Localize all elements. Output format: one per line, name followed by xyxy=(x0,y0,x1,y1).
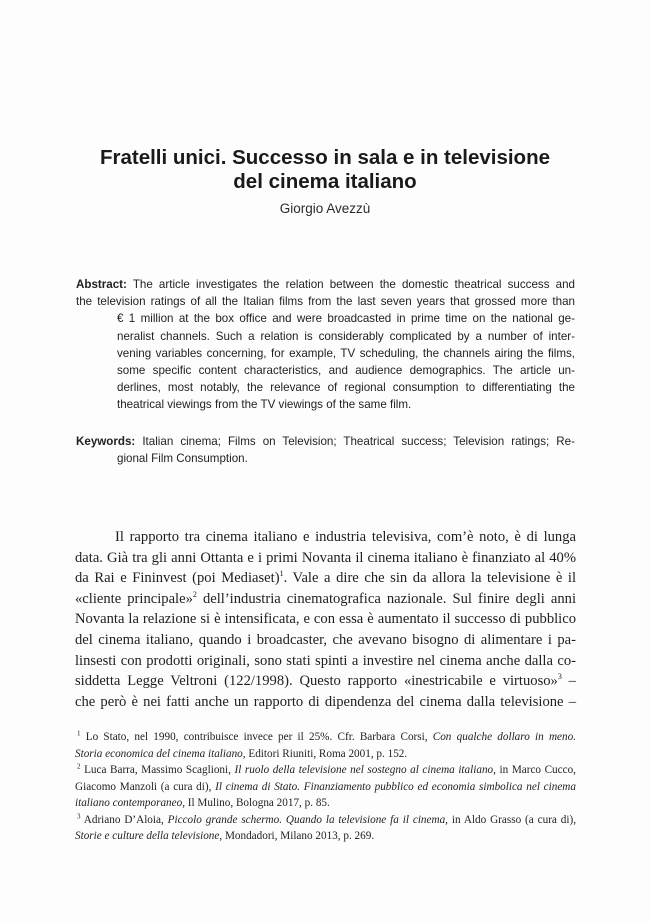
footnote-italic: Con qualche dollaro in meno. xyxy=(432,731,576,743)
body-text: siddetta Legge Veltroni (122/1998). Questo rapporto «inestricabile e virtuoso» xyxy=(75,673,558,690)
body-line: del cinema italiano, quando i broadcaster, che avevano bisogno di alimentare i pa- xyxy=(75,631,576,648)
footnote-text: , in Aldo Grasso (a cura di), xyxy=(445,813,576,826)
footnote-text: Luca Barra, Massimo Scaglioni, xyxy=(80,764,235,776)
body-text: «cliente principale» xyxy=(75,590,193,607)
body-line xyxy=(75,568,576,589)
footnote-italic: Il ruolo della televisione nel sostegno al cinema italiano xyxy=(234,764,494,776)
keywords-line xyxy=(76,433,575,450)
footnote-text: , in Marco Cucco, xyxy=(493,764,576,776)
abstract-line: vening variables concerning, for example, TV scheduling, the channels airing the films, xyxy=(117,346,575,360)
footnote-text: , Il Mulino, Bologna 2017, p. 85. xyxy=(182,797,330,809)
body-text: – xyxy=(561,673,576,690)
keywords-label: Keywords: xyxy=(76,435,136,448)
body-line: Il rapporto tra cinema italiano e industria televisiva, com’è noto, è di lunga xyxy=(115,529,576,545)
abstract-line: the television ratings of all the Italian films from the last seven years that grossed more than xyxy=(76,295,575,309)
footnote-text: Adriano D’Aloia, xyxy=(80,813,168,826)
footnotes xyxy=(75,729,576,845)
body-line: che però è nei fatti anche un rapporto di dipendenza del cinema dalla televisione – xyxy=(75,693,576,710)
abstract-line: some specific content characteristics, and audience demographics. The article un- xyxy=(117,364,575,378)
title-line-2: del cinema italiano xyxy=(233,170,417,193)
footnote-3-cont xyxy=(75,828,576,845)
body-text: . Vale a dire che sin da allora la televisione è il xyxy=(283,570,576,587)
body-line xyxy=(75,671,576,692)
body-text: dell’industria cinematografica nazionale. Sul finire degli anni xyxy=(196,590,576,607)
footnote-number: 2 xyxy=(77,762,81,771)
abstract-label: Abstract: xyxy=(76,278,127,291)
footnote-1-cont xyxy=(75,746,576,763)
footnote-ref: 2 xyxy=(192,589,197,599)
body-paragraph xyxy=(75,527,576,712)
footnote-text: Giacomo Manzoli (a cura di), xyxy=(75,780,216,793)
body-line: linsesti con prodotti originali, sono stati spinti a investire nel cinema anche dalla co- xyxy=(75,652,576,669)
keywords xyxy=(76,433,575,467)
footnote-ref: 3 xyxy=(557,672,562,682)
footnote-italic: Storia economica del cinema italiano xyxy=(75,747,243,760)
footnote-italic: Storie e culture della televisione xyxy=(75,830,220,842)
footnote-italic: Il cinema di Stato. Finanziamento pubblico ed economia simbolica nel cinema xyxy=(215,780,576,793)
abstract-line: theatrical viewings from the TV viewings of the same film. xyxy=(117,398,412,412)
footnote-3 xyxy=(75,812,576,829)
abstract-line: € 1 million at the box office and were broadcasted in prime time on the national ge- xyxy=(117,312,575,326)
footnote-italic: Piccolo grande schermo. Quando la televisione fa il cinema xyxy=(167,813,446,826)
body-line: Novanta la relazione si è intensificata, e con essa è aumentato il successo di pubblico xyxy=(75,611,576,628)
abstract xyxy=(76,276,575,414)
footnote-text: , Mondadori, Milano 2013, p. 269. xyxy=(219,830,375,842)
keywords-text: Italian cinema; Films on Television; Theatrical success; Television ratings; Re- xyxy=(135,435,575,448)
abstract-line: derlines, most notably, the relevance of regional consumption to differentiating the xyxy=(117,381,575,395)
body-line: data. Già tra gli anni Ottanta e i primi Novanta il cinema italiano è finanziato al 40% xyxy=(75,549,576,566)
footnote-italic: italiano contemporaneo xyxy=(75,797,183,809)
footnote-text: Lo Stato, nel 1990, contribuisce invece per il 25%. Cfr. Barbara Corsi, xyxy=(80,731,433,743)
title-line-1: Fratelli unici. Successo in sala e in televisione xyxy=(99,146,551,169)
author-name: Giorgio Avezzù xyxy=(279,201,371,216)
footnote-ref: 1 xyxy=(279,569,284,579)
abstract-line: neralist channels. Such a relation is considerably complicated by a number of inter- xyxy=(117,329,575,343)
footnote-2 xyxy=(75,762,576,779)
footnote-number: 1 xyxy=(77,729,81,738)
paper-title xyxy=(40,146,610,194)
body-line xyxy=(75,589,576,610)
footnote-1 xyxy=(75,729,576,746)
footnote-2-cont xyxy=(75,779,576,796)
body-text: da Rai e Fininvest (poi Mediaset) xyxy=(75,570,280,587)
abstract-text: The article investigates the relation between the domestic theatrical success and xyxy=(126,278,575,291)
abstract-line xyxy=(76,276,575,293)
footnote-2-cont xyxy=(75,795,576,812)
footnote-text: , Editori Riuniti, Roma 2001, p. 152. xyxy=(242,747,408,760)
footnote-number: 3 xyxy=(77,811,81,820)
keywords-line: gional Film Consumption. xyxy=(117,452,248,466)
